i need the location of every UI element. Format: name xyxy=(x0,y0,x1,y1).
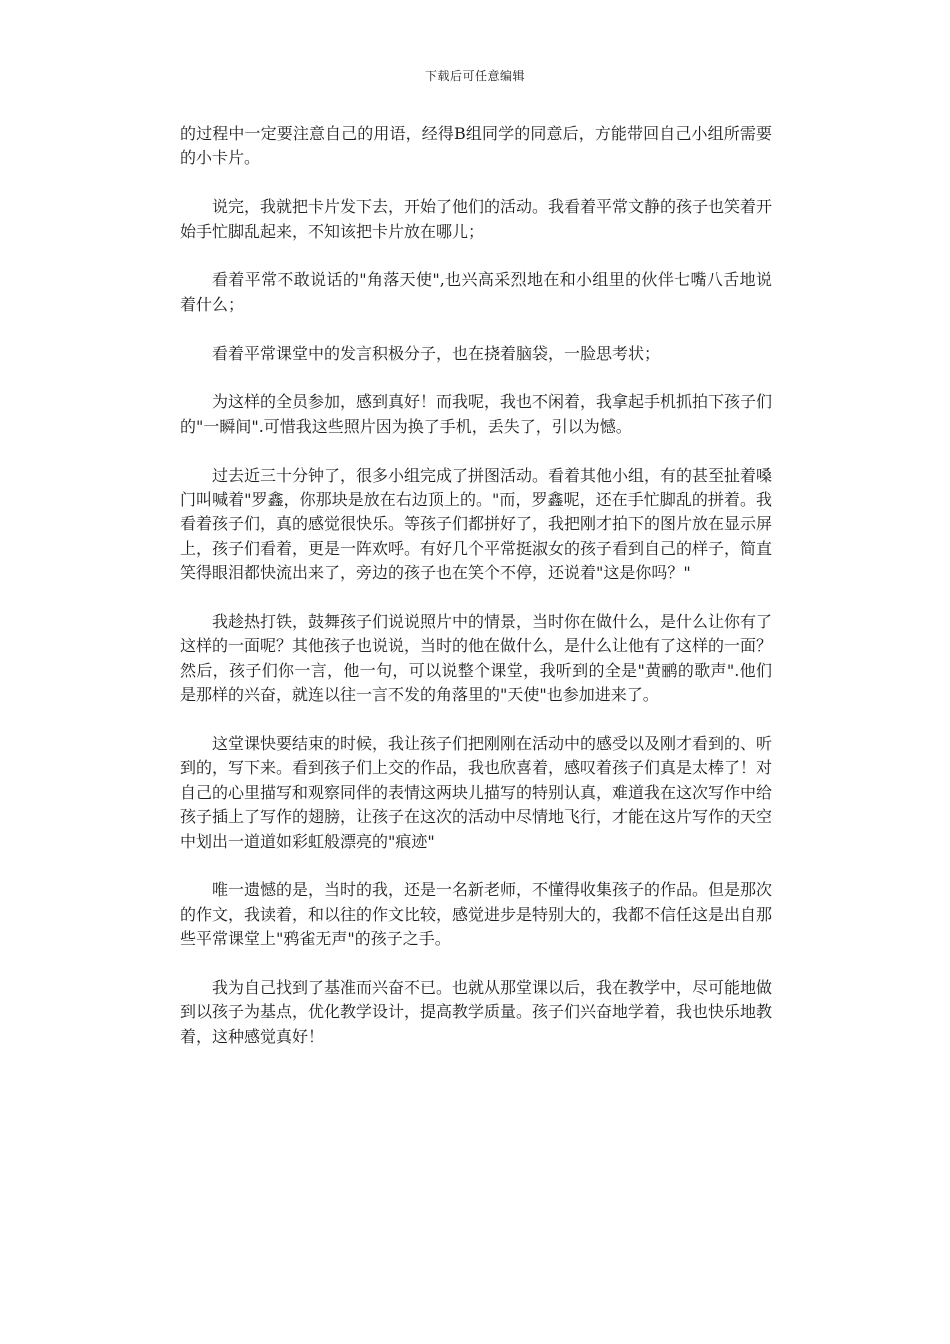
paragraph-3: 看着平常不敢说话的"角落天使",也兴高采烈地在和小组里的伙伴七嘴八舌地说着什么； xyxy=(180,270,772,314)
paragraph-4: 看着平常课堂中的发言积极分子，也在挠着脑袋，一脸思考状； xyxy=(212,343,661,363)
paragraph-8: 这堂课快要结束的时候，我让孩子们把刚刚在活动中的感受以及刚才看到的、听到的，写下来。看到孩子们上交的作品，我也欣喜着，感叹着孩子们真是太棒了！对自己的心里描写和观察同伴的表情这两块儿描写的特别认真，难道我在这次写作中给孩子插上了写作的翅膀，让孩子在这次的活动中尽情地飞行，才能在这片写作的天空中划出一道道如彩虹般漂亮的"痕迹" xyxy=(180,734,773,851)
paragraph-10: 我为自己找到了基准而兴奋不已。也就从那堂课以后，我在教学中，尽可能地做到以孩子为基点，优化教学设计，提高教学质量。孩子们兴奋地学着，我也快乐地教着，这种感觉真好！ xyxy=(180,978,773,1046)
paragraph-2: 说完，我就把卡片发下去，开始了他们的活动。我看着平常文静的孩子也笑着开始手忙脚乱起来，不知该把卡片放在哪儿； xyxy=(180,197,773,241)
paragraph-6: 过去近三十分钟了，很多小组完成了拼图活动。看着其他小组，有的甚至扯着嗓门叫喊着"罗鑫，你那块是放在右边顶上的。"而，罗鑫呢，还在手忙脚乱的拼着。我看着孩子们，真的感觉很快乐。等孩子们都拼好了，我把刚才拍下的图片放在显示屏上，孩子们看着，更是一阵欢呼。有好几个平常挺淑女的孩子看到自己的样子，简直笑得眼泪都快流出来了，旁边的孩子也在笑个不停，还说着"这是你吗？" xyxy=(180,465,773,583)
paragraph-1: 的过程中一定要注意自己的用语，经得B组同学的同意后，方能带回自己小组所需要的小卡片。 xyxy=(180,124,772,168)
paragraph-9: 唯一遗憾的是，当时的我，还是一名新老师，不懂得收集孩子的作品。但是那次的作文，我读着，和以往的作文比较，感觉进步是特别大的，我都不信任这是出自那些平常课堂上"鸦雀无声"的孩子之手。 xyxy=(180,880,773,949)
paragraph-7: 我趁热打铁，鼓舞孩子们说说照片中的情景，当时你在做什么，是什么让你有了这样的一面呢？其他孩子也说说，当时的他在做什么，是什么让他有了这样的一面？然后，孩子们你一言，他一句，可以说整个课堂，我听到的全是"黄鹂的歌声".他们是那样的兴奋，就连以往一言不发的角落里的"天使"也参加进来了。 xyxy=(180,612,773,705)
document-body xyxy=(180,122,772,1074)
page-header: 下载后可任意编辑 xyxy=(424,69,525,83)
paragraph-5: 为这样的全员参加，感到真好！而我呢，我也不闲着，我拿起手机抓拍下孩子们的"一瞬间".可惜我这些照片因为换了手机，丢失了，引以为憾。 xyxy=(180,392,773,436)
